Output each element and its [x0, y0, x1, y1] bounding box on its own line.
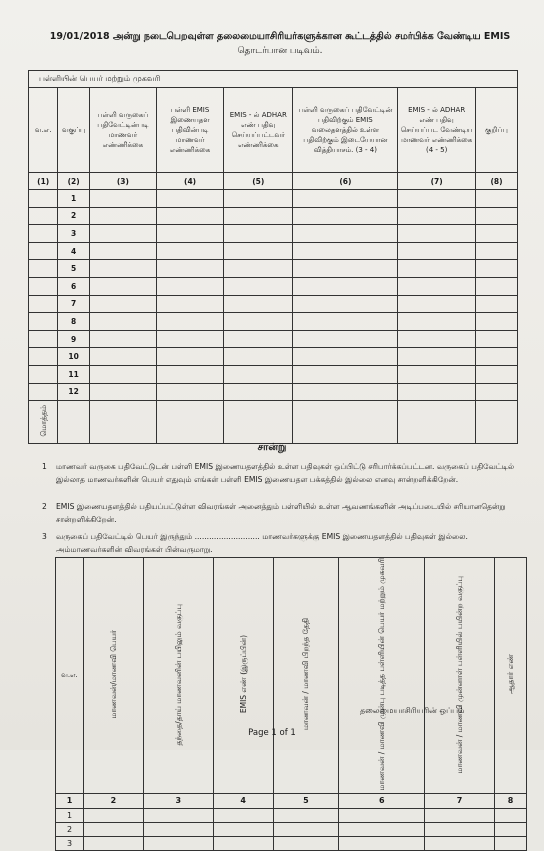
empty-cell — [495, 808, 527, 822]
empty-cell — [398, 242, 476, 260]
empty-cell — [29, 277, 58, 295]
empty-cell — [293, 207, 398, 225]
column-number: (2) — [58, 173, 89, 190]
empty-cell — [475, 260, 517, 278]
empty-cell — [293, 242, 398, 260]
empty-cell — [293, 277, 398, 295]
certificate-item-text: வருகைப் பதிவேட்டில் பெயர் இருந்தும் ........................... மாணவர்களுக்கு EMIS இணையதளத்தில் பதிவுகள் இல்லை. அம்மாணவர்களின் விவரங்கள் பின்வருமாறு. — [56, 532, 468, 554]
school-name-row — [29, 71, 518, 88]
empty-cell — [224, 225, 293, 243]
table2-header-cell — [213, 558, 273, 794]
empty-cell — [224, 277, 293, 295]
column-number: 3 — [143, 793, 213, 808]
empty-cell — [273, 808, 339, 822]
empty-cell — [213, 822, 273, 836]
school-name-label: பள்ளியின் பெயர் மற்றும் முகவரி — [29, 71, 518, 88]
table2-header-cell — [339, 558, 425, 794]
empty-cell — [339, 822, 425, 836]
column-number: 8 — [495, 793, 527, 808]
column-number: (4) — [157, 173, 224, 190]
table1-header-row — [29, 88, 518, 173]
certificate-item — [42, 500, 516, 526]
column-number: (5) — [224, 173, 293, 190]
empty-cell — [475, 313, 517, 331]
table1-header-cell: பள்ளி EMIS இணையதள பதிவின்படி மாணவர் எண்ணிக்கை — [157, 88, 224, 173]
empty-cell — [89, 190, 156, 208]
column-number: 6 — [339, 793, 425, 808]
empty-cell — [157, 348, 224, 366]
empty-cell — [143, 808, 213, 822]
column-number: 5 — [273, 793, 339, 808]
total-label: மொத்தம் — [38, 405, 48, 437]
certificate-item-number: 1 — [42, 462, 47, 471]
class-number: 5 — [58, 260, 89, 278]
empty-cell — [398, 295, 476, 313]
empty-cell — [475, 330, 517, 348]
student-row — [56, 822, 527, 836]
certificate-item-number: 2 — [42, 502, 47, 511]
empty-cell — [143, 822, 213, 836]
empty-cell — [89, 295, 156, 313]
class-number: 3 — [58, 225, 89, 243]
empty-cell — [157, 330, 224, 348]
page-footer: Page 1 of 1 — [248, 728, 296, 738]
table2-header-text: மாணவன் / மாணவி முன்னாள் பள்ளியில் பயின்ற வகுப்பு — [455, 575, 465, 774]
empty-cell — [339, 808, 425, 822]
empty-cell — [157, 207, 224, 225]
student-row — [56, 808, 527, 822]
empty-cell — [224, 365, 293, 383]
class-row — [29, 242, 518, 260]
empty-cell — [89, 277, 156, 295]
headmaster-signature-label: தலைமையாசிரியரின் ஒப்பம் — [360, 706, 465, 715]
empty-cell — [157, 225, 224, 243]
empty-cell — [29, 295, 58, 313]
empty-cell — [29, 225, 58, 243]
empty-cell — [157, 295, 224, 313]
empty-cell — [293, 190, 398, 208]
empty-cell — [157, 383, 224, 401]
empty-cell — [398, 365, 476, 383]
class-row — [29, 348, 518, 366]
class-number: 9 — [58, 330, 89, 348]
class-row — [29, 383, 518, 401]
empty-cell — [213, 808, 273, 822]
empty-cell — [273, 836, 339, 850]
empty-cell — [293, 295, 398, 313]
empty-cell — [293, 260, 398, 278]
certificate-item-text: EMIS இணையதளத்தில் பதியப்பட்டுள்ள விவரங்கள் அனைத்தும் பள்ளியில் உள்ள ஆவணங்களின் அடிப்படையில் சரியானதென்று சான்றளிக்கிறேன். — [56, 502, 506, 524]
empty-cell — [475, 242, 517, 260]
class-number: 7 — [58, 295, 89, 313]
empty-cell — [224, 383, 293, 401]
empty-cell — [157, 313, 224, 331]
empty-cell — [495, 822, 527, 836]
empty-cell — [398, 225, 476, 243]
empty-cell — [475, 365, 517, 383]
form-title-sub: தொடர்பான படிவம். — [237, 46, 323, 56]
empty-cell — [398, 260, 476, 278]
empty-cell — [398, 207, 476, 225]
column-number: 7 — [425, 793, 495, 808]
empty-cell — [157, 190, 224, 208]
row-number: 1 — [56, 808, 84, 822]
empty-cell — [89, 383, 156, 401]
class-row — [29, 225, 518, 243]
table2-header-cell — [83, 558, 143, 794]
empty-cell — [83, 836, 143, 850]
empty-cell — [29, 207, 58, 225]
empty-cell — [398, 383, 476, 401]
empty-cell — [224, 260, 293, 278]
column-number: (6) — [293, 173, 398, 190]
class-number: 6 — [58, 277, 89, 295]
class-row — [29, 207, 518, 225]
empty-cell — [89, 225, 156, 243]
table1-header-cell: வகுப்பு — [58, 88, 89, 173]
class-number: 12 — [58, 383, 89, 401]
empty-cell — [224, 348, 293, 366]
table2-header-text: மாணவன்/மாணவி பெயர் — [108, 629, 118, 719]
certificate-item-text: மாணவர் வருகை பதிவேட்டுடன் பள்ளி EMIS இணையதளத்தில் உள்ள பதிவுகள் ஒப்பிட்டு சரிபார்க்கப்பட்டன. வருகைப் பதிவேட்டில் இல்லாத மாணவர்களின் பெயர் எதுவும் எங்கள் பள்ளி EMIS இணையதள பக்கத்தில் இல்லை எனவு சான்றளிக்கிறேன். — [56, 462, 515, 484]
empty-cell — [224, 313, 293, 331]
missing-students-table — [55, 557, 527, 851]
class-number: 11 — [58, 365, 89, 383]
empty-cell — [293, 225, 398, 243]
class-row — [29, 330, 518, 348]
class-number: 2 — [58, 207, 89, 225]
empty-cell — [398, 330, 476, 348]
certificate-item-number: 3 — [42, 532, 47, 541]
empty-cell — [89, 242, 156, 260]
empty-cell — [29, 190, 58, 208]
empty-cell — [89, 330, 156, 348]
table2-column-number-row — [56, 793, 527, 808]
form-title-main: 19/01/2018 அன்று நடைபெறவுள்ள தலைமையாசிரியர்களுக்கான கூட்டத்தில் சமர்பிக்க வேண்டிய EMIS — [49, 31, 511, 42]
empty-cell — [475, 348, 517, 366]
empty-cell — [224, 295, 293, 313]
class-row — [29, 190, 518, 208]
column-number: (8) — [475, 173, 517, 190]
empty-cell — [425, 808, 495, 822]
empty-cell — [83, 822, 143, 836]
empty-cell — [157, 260, 224, 278]
empty-cell — [398, 277, 476, 295]
table2-header-text: தந்தை/தாய் மாணவனின் பயிலும் வகுப்பு — [173, 603, 183, 746]
empty-cell — [293, 313, 398, 331]
empty-cell — [83, 808, 143, 822]
table1-header-cell: வ.எ. — [29, 88, 58, 173]
table1-header-cell: பள்ளி வருகைப் பதிவேட்டின் பதிவிற்கும் EMIS வலைதளத்தில் உள்ள பதிவிற்கும் இடையேயான வித்தியாசம். (3 - 4) — [293, 88, 398, 173]
empty-cell — [157, 365, 224, 383]
table1-column-number-row — [29, 173, 518, 190]
class-row — [29, 295, 518, 313]
table2-header-text: EMIS எண் (இருப்பின்) — [238, 635, 248, 714]
table1-header-cell: EMIS - ல் ADHAR எண் பதிவு செய்யப்பட வேண்டிய மாணவர் எண்ணிக்கை (4 - 5) — [398, 88, 476, 173]
certificate-title: சான்று — [257, 442, 287, 453]
column-number: (3) — [89, 173, 156, 190]
empty-cell — [398, 348, 476, 366]
empty-cell — [29, 383, 58, 401]
table2-header-text: வ.எ. — [61, 670, 78, 679]
table2-header-cell — [143, 558, 213, 794]
table2-header-cell — [425, 558, 495, 794]
empty-cell — [273, 822, 339, 836]
empty-cell — [293, 330, 398, 348]
class-number: 4 — [58, 242, 89, 260]
empty-cell — [475, 277, 517, 295]
empty-cell — [475, 190, 517, 208]
empty-cell — [398, 313, 476, 331]
empty-cell — [224, 242, 293, 260]
row-number: 3 — [56, 836, 84, 850]
class-row — [29, 365, 518, 383]
empty-cell — [224, 190, 293, 208]
empty-cell — [89, 313, 156, 331]
empty-cell — [29, 242, 58, 260]
certificate-item — [42, 530, 516, 556]
empty-cell — [425, 836, 495, 850]
class-row — [29, 313, 518, 331]
empty-cell — [339, 836, 425, 850]
empty-cell — [293, 348, 398, 366]
empty-cell — [224, 207, 293, 225]
empty-cell — [157, 242, 224, 260]
class-row — [29, 277, 518, 295]
column-number: 2 — [83, 793, 143, 808]
empty-cell — [213, 836, 273, 850]
column-number: (7) — [398, 173, 476, 190]
empty-cell — [29, 348, 58, 366]
emis-count-table — [28, 70, 518, 444]
empty-cell — [495, 836, 527, 850]
empty-cell — [89, 207, 156, 225]
empty-cell — [425, 822, 495, 836]
total-row — [29, 401, 518, 444]
table2-header-cell — [56, 558, 84, 794]
table2-header-cell — [495, 558, 527, 794]
table1-header-cell: EMIS - ல் ADHAR எண் பதிவு செய்யப்பட்டவர் எண்ணிக்கை — [224, 88, 293, 173]
empty-cell — [89, 348, 156, 366]
column-number: 1 — [56, 793, 84, 808]
empty-cell — [475, 225, 517, 243]
empty-cell — [89, 365, 156, 383]
empty-cell — [143, 836, 213, 850]
empty-cell — [398, 190, 476, 208]
row-number: 2 — [56, 822, 84, 836]
class-number: 1 — [58, 190, 89, 208]
form-title — [40, 30, 520, 58]
empty-cell — [29, 330, 58, 348]
empty-cell — [224, 330, 293, 348]
total-label-cell — [29, 401, 58, 444]
table2-header-text: மாணவன் / மாணவி முன்பு படித்த பள்ளியின் பெயர் மற்றும் முகவரி — [377, 558, 387, 791]
table2-header-cell — [273, 558, 339, 794]
column-number: (1) — [29, 173, 58, 190]
column-number: 4 — [213, 793, 273, 808]
table2-header-text: மாணவன் / மாணவி பிறந்த தேதி — [301, 618, 311, 731]
table2-header-text: ஆதார் எண் — [506, 654, 515, 695]
table1-header-cell: குறிப்பு — [475, 88, 517, 173]
empty-cell — [293, 383, 398, 401]
empty-cell — [475, 383, 517, 401]
class-number: 10 — [58, 348, 89, 366]
certificate-item — [42, 460, 516, 486]
empty-cell — [293, 365, 398, 383]
empty-cell — [29, 260, 58, 278]
class-row — [29, 260, 518, 278]
table1-header-cell: பள்ளி வருகைப் பதிவேட்டின்படி மாணவர் எண்ணிக்கை — [89, 88, 156, 173]
empty-cell — [29, 313, 58, 331]
empty-cell — [475, 207, 517, 225]
empty-cell — [475, 295, 517, 313]
empty-cell — [89, 260, 156, 278]
empty-cell — [157, 277, 224, 295]
table2-header-row — [56, 558, 527, 794]
empty-cell — [29, 365, 58, 383]
student-row — [56, 836, 527, 850]
class-number: 8 — [58, 313, 89, 331]
